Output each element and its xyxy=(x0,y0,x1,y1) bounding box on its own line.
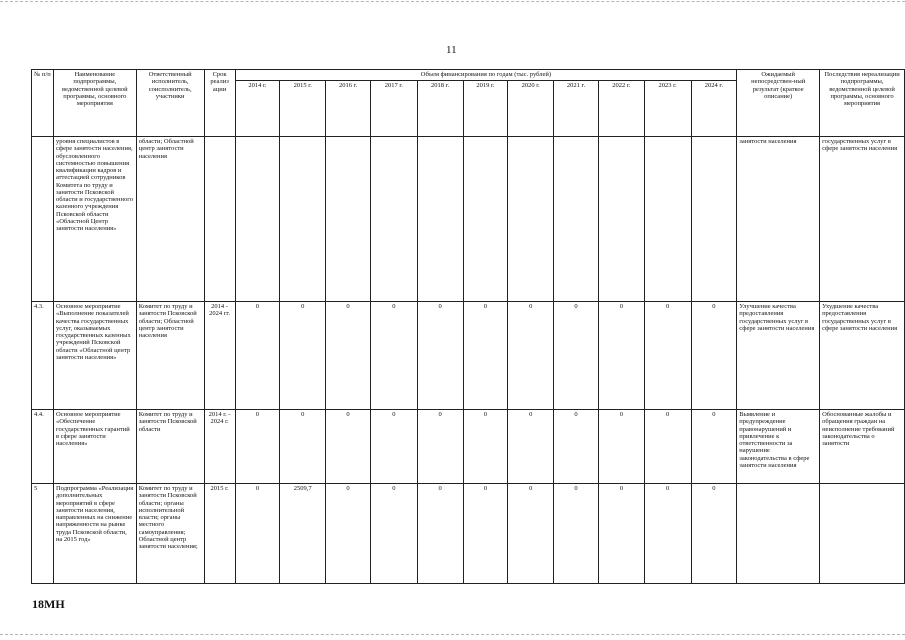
cell-value: 0 xyxy=(235,484,280,584)
cell-value: 0 xyxy=(417,410,463,484)
cell-value: 0 xyxy=(326,302,371,410)
cell-period: 2015 г. xyxy=(204,484,235,584)
header-year: 2023 г. xyxy=(644,81,691,137)
cell-consequences: Обоснованные жалобы и обращения граждан на неисполнение требований законодательства о занятости xyxy=(820,410,905,484)
header-year: 2024 г. xyxy=(691,81,737,137)
cell-value: 0 xyxy=(554,302,599,410)
header-funding: Объем финансирования по годам (тыс. рублей) xyxy=(235,70,737,81)
cell-name: Основное мероприятие «Выполнение показателей качества государственных услуг, оказываемых государственных казенных учреждений Псковской области «Областной центр занятости населения» xyxy=(53,302,136,410)
cell-value: 0 xyxy=(508,410,554,484)
header-period: Срок реализ ации xyxy=(204,70,235,137)
cell-value: 0 xyxy=(326,484,371,584)
header-result: Ожидаемый непосредствен-ный результат (краткое описание) xyxy=(737,70,820,137)
cell-value: 0 xyxy=(644,410,691,484)
cell-value: 0 xyxy=(326,410,371,484)
header-name: Наименование подпрограммы, ведомственной целевой программы, основного мероприятия xyxy=(53,70,136,137)
cell-result xyxy=(737,484,820,584)
cell-consequences: Ухудшение качества предоставления государственных услуг в сфере занятости населения xyxy=(820,302,905,410)
cell-value: 0 xyxy=(280,410,326,484)
cell-value: 0 xyxy=(644,302,691,410)
cell-value xyxy=(691,137,737,302)
header-year: 2018 г. xyxy=(417,81,463,137)
table-row xyxy=(32,302,905,410)
cell-value xyxy=(598,137,644,302)
cell-value: 0 xyxy=(417,484,463,584)
cell-value xyxy=(370,137,417,302)
cell-value: 0 xyxy=(417,302,463,410)
cell-value xyxy=(463,137,508,302)
cell-value: 0 xyxy=(508,484,554,584)
cell-value: 0 xyxy=(370,302,417,410)
cell-result: занятости населения xyxy=(737,137,820,302)
cell-value: 0 xyxy=(235,410,280,484)
cell-value: 0 xyxy=(691,484,737,584)
header-year: 2019 г. xyxy=(463,81,508,137)
cell-value: 0 xyxy=(370,410,417,484)
program-table xyxy=(31,69,905,584)
cell-value: 0 xyxy=(644,484,691,584)
cell-value: 0 xyxy=(691,410,737,484)
table-row xyxy=(32,410,905,484)
cell-responsible: Комитет по труду и занятости Псковской области xyxy=(136,410,204,484)
cell-value xyxy=(644,137,691,302)
header-year: 2015 г. xyxy=(280,81,326,137)
scan-top-edge xyxy=(0,1,905,2)
cell-value xyxy=(280,137,326,302)
cell-result: Выявление и предупреждение правонарушений и привлечение к ответственности за нарушение законодательства в сфере занятости населения xyxy=(737,410,820,484)
header-year: 2016 г. xyxy=(326,81,371,137)
cell-num: 4.3. xyxy=(32,302,54,410)
cell-value: 0 xyxy=(598,410,644,484)
cell-period: 2014 - 2024 гг. xyxy=(204,302,235,410)
cell-value xyxy=(326,137,371,302)
cell-consequences xyxy=(820,484,905,584)
cell-value: 0 xyxy=(463,484,508,584)
cell-period xyxy=(204,137,235,302)
cell-name: Основное мероприятие «Обеспечение государственных гарантий в сфере занятости населения» xyxy=(53,410,136,484)
cell-value: 0 xyxy=(280,302,326,410)
cell-value xyxy=(235,137,280,302)
cell-consequences: государственных услуг в сфере занятости населения xyxy=(820,137,905,302)
header-num: № п/п xyxy=(32,70,54,137)
scan-bottom-edge xyxy=(0,634,905,635)
table-row xyxy=(32,484,905,584)
cell-num xyxy=(32,137,54,302)
cell-value: 0 xyxy=(598,302,644,410)
cell-num: 4.4. xyxy=(32,410,54,484)
page-number: 11 xyxy=(446,44,457,56)
cell-value xyxy=(508,137,554,302)
cell-value xyxy=(554,137,599,302)
cell-period: 2014 г. - 2024 г. xyxy=(204,410,235,484)
header-year: 2014 г. xyxy=(235,81,280,137)
cell-value: 0 xyxy=(554,410,599,484)
cell-value: 0 xyxy=(691,302,737,410)
cell-result: Улучшение качества предоставления государственных услуг в сфере занятости населения xyxy=(737,302,820,410)
header-year: 2020 г. xyxy=(508,81,554,137)
cell-name: Подпрограмма «Реализация дополнительных мероприятий в сфере занятости населения, направленных на снижение напряженности на рынке труда Псковской области, на 2015 год» xyxy=(53,484,136,584)
footer-code: 18МН xyxy=(32,597,65,611)
cell-value: 0 xyxy=(554,484,599,584)
cell-value: 2509,7 xyxy=(280,484,326,584)
cell-responsible: Комитет по труду и занятости Псковской области; органы исполнительной власти; органы местного самоуправления; Областной центр занятости населения; xyxy=(136,484,204,584)
cell-value: 0 xyxy=(370,484,417,584)
cell-value: 0 xyxy=(235,302,280,410)
cell-name: уровня специалистов в сфере занятости населения, обусловленного системностью повышения квалификации кадров и аттестацией сотрудников Комитета по труду и занятости Псковской области и государственного казенного учреждения Псковской области «Областной Центр занятости населения» xyxy=(53,137,136,302)
cell-num: 5 xyxy=(32,484,54,584)
cell-value xyxy=(417,137,463,302)
header-year: 2017 г. xyxy=(370,81,417,137)
cell-value: 0 xyxy=(508,302,554,410)
cell-value: 0 xyxy=(598,484,644,584)
header-year: 2021 г. xyxy=(554,81,599,137)
cell-responsible: Комитет по труду и занятости Псковской области; Областной центр занятости населения xyxy=(136,302,204,410)
header-year: 2022 г. xyxy=(598,81,644,137)
table-row xyxy=(32,137,905,302)
cell-value: 0 xyxy=(463,410,508,484)
cell-responsible: области; Областной центр занятости населения xyxy=(136,137,204,302)
header-consequences: Последствия нереализации подпрограммы, ведомственной целевой программы, основного мероприятия xyxy=(820,70,905,137)
header-responsible: Ответственный исполнитель, соисполнитель, участники xyxy=(136,70,204,137)
cell-value: 0 xyxy=(463,302,508,410)
